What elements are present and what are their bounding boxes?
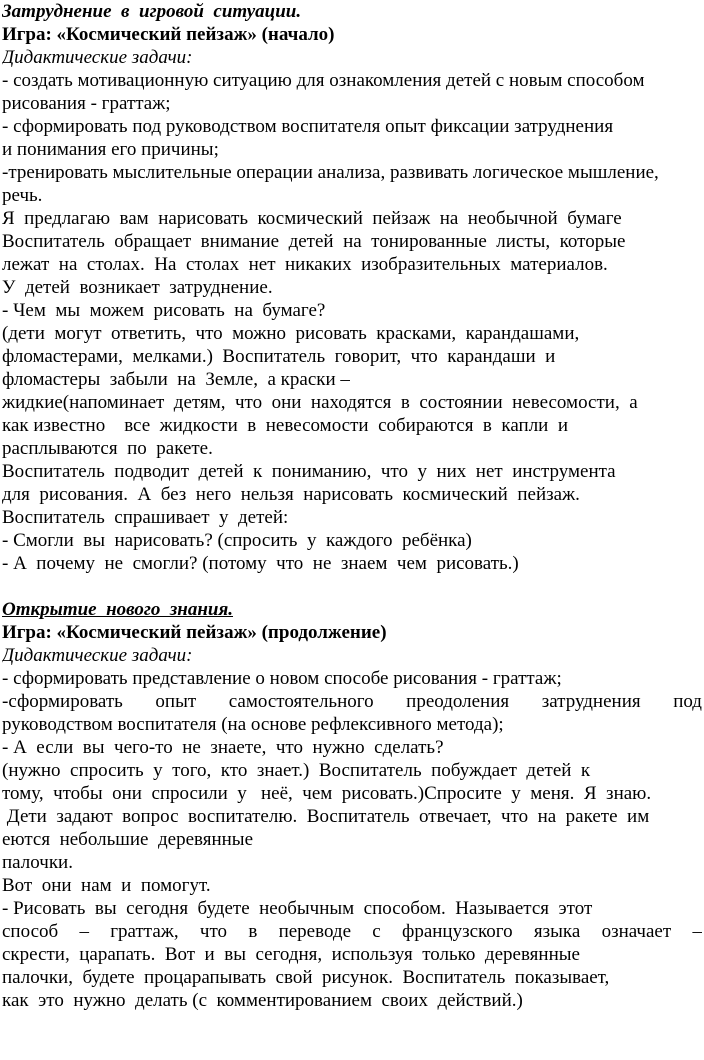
text-line: фломастеры забыли на Земле, а краски –	[2, 369, 350, 390]
text-line: скрести, царапать. Вот и вы сегодня, используя только деревянные	[2, 944, 580, 965]
text-line: руководством воспитателя (на основе рефлексивного метода);	[2, 714, 504, 735]
text-line: Воспитатель подводит детей к пониманию, что у них нет инструмента	[2, 461, 616, 482]
text-line: расплываются по ракете.	[2, 438, 213, 459]
text-line: Воспитатель спрашивает у детей:	[2, 507, 289, 528]
word: затруднения	[541, 691, 641, 712]
text-line: для рисования. А без него нельзя нарисовать космический пейзаж.	[2, 484, 580, 505]
text-line: палочки, будете процарапывать свой рисунок. Воспитатель показывает,	[2, 967, 610, 988]
word: с	[372, 921, 381, 942]
text-line: еются небольшие деревянные	[2, 829, 254, 850]
word: французского	[402, 921, 513, 942]
text-line: как это нужно делать (с комментированием своих действий.)	[2, 990, 523, 1011]
text-line: - создать мотивационную ситуацию для ознакомления детей с новым способом	[2, 70, 645, 91]
section-heading-difficulty: Затруднение в игровой ситуации.	[2, 1, 302, 22]
text-line: Я предлагаю вам нарисовать космический пейзаж на необычной бумаге	[2, 208, 622, 229]
text-line: Воспитатель обращает внимание детей на тонированные листы, которые	[2, 231, 626, 252]
word: языка	[533, 921, 581, 942]
didactic-tasks-label: Дидактические задачи:	[2, 645, 193, 666]
text-line: тому, чтобы они спросили у неё, чем рисовать.)Спросите у меня. Я знаю.	[2, 783, 652, 804]
text-line: - Рисовать вы сегодня будете необычным способом. Называется этот	[2, 898, 593, 919]
text-line: - Чем мы можем рисовать на бумаге?	[2, 300, 326, 321]
text-line: - сформировать под руководством воспитателя опыт фиксации затруднения	[2, 116, 614, 137]
text-line: рисования - граттаж;	[2, 93, 171, 114]
text-line: - Смогли вы нарисовать? (спросить у каждого ребёнка)	[2, 530, 472, 551]
word: преодоления	[406, 691, 510, 712]
word: –	[79, 921, 89, 942]
text-line: жидкие(напоминает детям, что они находятся в состоянии невесомости, а	[2, 392, 638, 413]
text-line: - сформировать представление о новом способе рисования - граттаж;	[2, 668, 562, 689]
text-line: как известно все жидкости в невесомости собираются в капли и	[2, 415, 569, 436]
word: означает	[601, 921, 672, 942]
text-line: Дети задают вопрос воспитателю. Воспитатель отвечает, что на ракете им	[2, 806, 650, 827]
word: самостоятельного	[228, 691, 374, 712]
word: способ	[2, 921, 59, 942]
text-line: лежат на столах. На столах нет никаких изобразительных материалов.	[2, 254, 608, 275]
word: под	[673, 691, 702, 712]
text-line: Вот они нам и помогут.	[2, 875, 211, 896]
text-line: палочки.	[2, 852, 73, 873]
word: граттаж,	[110, 921, 179, 942]
text-line: - А если вы чего-то не знаете, что нужно сделать?	[2, 737, 444, 758]
text-line: и понимания его причины;	[2, 139, 219, 160]
text-line: фломастерами, мелками.) Воспитатель говорит, что карандаши и	[2, 346, 556, 367]
word: –	[692, 921, 702, 942]
game-title-start: Игра: «Космический пейзаж» (начало)	[2, 24, 335, 45]
text-line: речь.	[2, 185, 43, 206]
game-title-continuation: Игра: «Космический пейзаж» (продолжение)	[2, 622, 387, 643]
text-line-justified	[2, 920, 702, 943]
didactic-tasks-label: Дидактические задачи:	[2, 47, 193, 68]
text-line: -тренировать мыслительные операции анализа, развивать логическое мышление,	[2, 162, 659, 183]
text-line: (нужно спросить у того, кто знает.) Воспитатель побуждает детей к	[2, 760, 591, 781]
word: что	[199, 921, 228, 942]
text-line-justified	[2, 690, 702, 713]
word: переводе	[278, 921, 352, 942]
word: опыт	[155, 691, 197, 712]
text-line: У детей возникает затруднение.	[2, 277, 273, 298]
word: в	[248, 921, 258, 942]
text-line: (дети могут ответить, что можно рисовать красками, карандашами,	[2, 323, 580, 344]
text-line: - А почему не смогли? (потому что не знаем чем рисовать.)	[2, 553, 519, 574]
section-heading-new-knowledge: Открытие нового знания.	[2, 599, 234, 620]
word: -сформировать	[2, 691, 123, 712]
